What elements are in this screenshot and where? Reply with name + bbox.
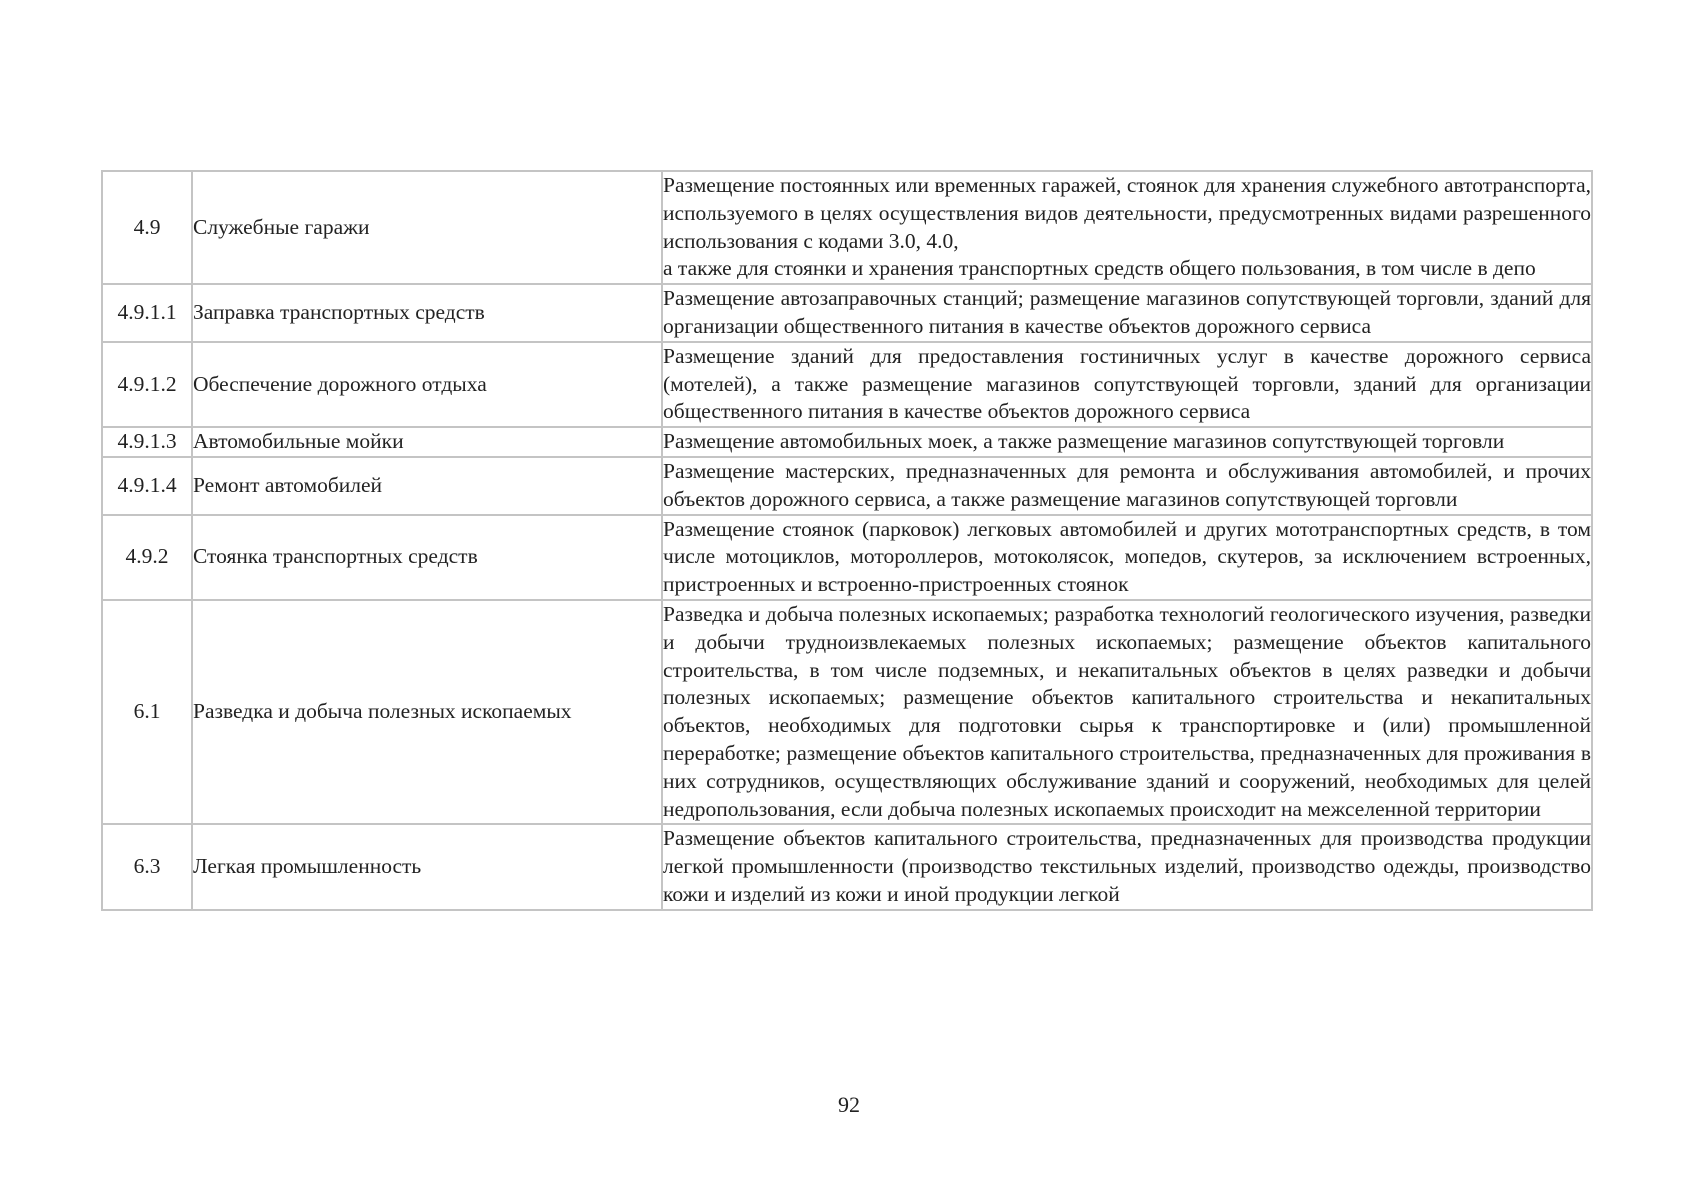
code-cell: 6.3 bbox=[102, 824, 192, 909]
table-row bbox=[102, 515, 1592, 600]
description-cell: Размещение объектов капитального строительства, предназначенных для производства продукции легкой промышленности (производство текстильных изделий, производство одежды, производство кожи и изделий из кожи и иной продукции легкой bbox=[662, 824, 1592, 909]
description-cell: Размещение стоянок (парковок) легковых автомобилей и других мототранспортных средств, в том числе мотоциклов, мотороллеров, мотоколясок, мопедов, скутеров, за исключением встроенных, пристроенных и встроенно-пристроенных стоянок bbox=[662, 515, 1592, 600]
land-use-table bbox=[101, 170, 1593, 911]
description-cell: Размещение автозаправочных станций; размещение магазинов сопутствующей торговли, зданий для организации общественного питания в качестве объектов дорожного сервиса bbox=[662, 284, 1592, 342]
name-cell: Стоянка транспортных средств bbox=[192, 515, 662, 600]
table-row bbox=[102, 342, 1592, 427]
code-cell: 6.1 bbox=[102, 600, 192, 824]
table-row bbox=[102, 427, 1592, 457]
name-cell: Служебные гаражи bbox=[192, 171, 662, 284]
page-number: 92 bbox=[838, 1092, 860, 1117]
table-row bbox=[102, 171, 1592, 284]
name-cell: Обеспечение дорожного отдыха bbox=[192, 342, 662, 427]
code-cell: 4.9 bbox=[102, 171, 192, 284]
code-cell: 4.9.1.4 bbox=[102, 457, 192, 515]
description-cell: Размещение зданий для предоставления гостиничных услуг в качестве дорожного сервиса (мотелей), а также размещение магазинов сопутствующей торговли, зданий для организации общественного питания в качестве объектов дорожного сервиса bbox=[662, 342, 1592, 427]
name-cell: Заправка транспортных средств bbox=[192, 284, 662, 342]
name-cell: Легкая промышленность bbox=[192, 824, 662, 909]
table-row bbox=[102, 284, 1592, 342]
name-cell: Разведка и добыча полезных ископаемых bbox=[192, 600, 662, 824]
description-cell: Размещение автомобильных моек, а также размещение магазинов сопутствующей торговли bbox=[662, 427, 1592, 457]
code-cell: 4.9.1.1 bbox=[102, 284, 192, 342]
description-cell: Размещение постоянных или временных гаражей, стоянок для хранения служебного автотранспорта, используемого в целях осуществления видов деятельности, предусмотренных видами разрешенного использования с кодами 3.0, 4.0, а также для стоянки и хранения транспортных средств общего пользования, в том числе в депо bbox=[662, 171, 1592, 284]
description-cell: Разведка и добыча полезных ископаемых; разработка технологий геологического изучения, разведки и добычи трудноизвлекаемых полезных ископаемых; размещение объектов капитального строительства, в том числе подземных, и некапитальных объектов в целях разведки и добычи полезных ископаемых; размещение объектов капитального строительства и некапитальных объектов, необходимых для подготовки сырья к транспортировке и (или) промышленной переработке; размещение объектов капитального строительства, предназначенных для проживания в них сотрудников, осуществляющих обслуживание зданий и сооружений, необходимых для целей недропользования, если добыча полезных ископаемых происходит на межселенной территории bbox=[662, 600, 1592, 824]
table-row bbox=[102, 600, 1592, 824]
name-cell: Автомобильные мойки bbox=[192, 427, 662, 457]
table-row bbox=[102, 824, 1592, 909]
code-cell: 4.9.1.3 bbox=[102, 427, 192, 457]
description-cell: Размещение мастерских, предназначенных для ремонта и обслуживания автомобилей, и прочих объектов дорожного сервиса, а также размещение магазинов сопутствующей торговли bbox=[662, 457, 1592, 515]
name-cell: Ремонт автомобилей bbox=[192, 457, 662, 515]
table-row bbox=[102, 457, 1592, 515]
code-cell: 4.9.2 bbox=[102, 515, 192, 600]
code-cell: 4.9.1.2 bbox=[102, 342, 192, 427]
